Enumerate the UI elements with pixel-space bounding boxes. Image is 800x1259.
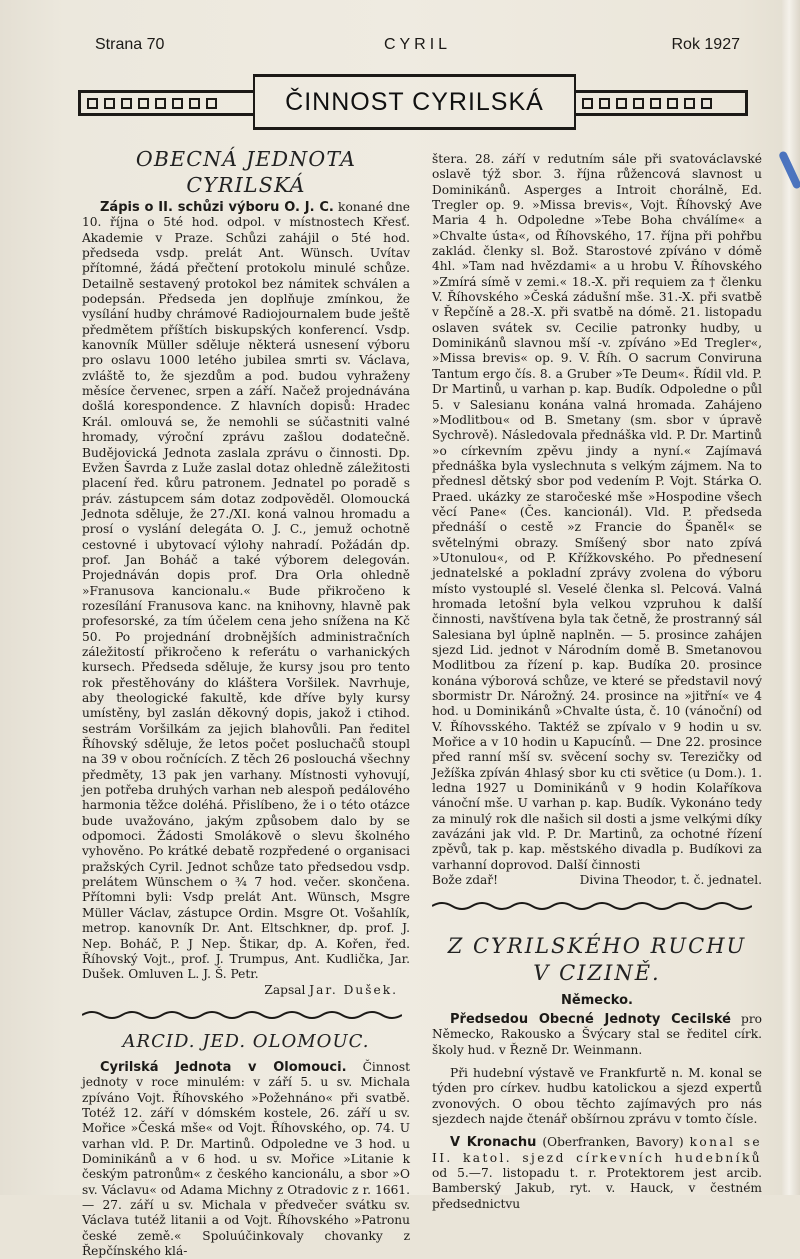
subsection-germany: Německo. bbox=[561, 992, 633, 1008]
article-lead: Předsedou Obecné Jednoty Cecilské bbox=[450, 1011, 731, 1027]
article-body: konané dne 10. října o 5té hod. odpol. v místnostech Křesť. Akademie v Praze. Schůzi zahájil o 5té hod. předseda vsdp. prelát Ant. Wünsch. Uvítav přítomné, žádá přečtení protokolu minulé schůze. Detailně sestavený protokol bez námitek schválen a podepsán. Předseda jen doplňuje zmínkou, že vysílání hudby chrámové Radiojournalem bude ještě předmětem příštích biskupských konferencí. Vsdp. kanovník Müller sděluje některá usnesení výboru pro oslavu 1000 letého jubilea smrti sv. Václava, zvláště to, že sjezdům a pod. budou vyhraženy měsíce červenec, srpen a září. Načež projednávána došlá korespondence. Z hlavních dopisů: Hradec Král. omlouvá se, že nemohli se súčastniti valné hromady, výroční zprávu zašlou dodatečně. Budějovická Jednota zaslala zprávu o činnosti. Dp. Evžen Šavrda z Luže zaslal dotaz ohledně záležitosti placení řed. kůru patronem. Jednatel po poradě s práv. zástupcem sám dotaz zodpověděl. Olomoucká Jednota sděluje, že 27./XI. koná valnou hromadu a prosí o vyslání delegáta O. J. C., jemuž ochotně cestovné i ubytovací výlohy nahradí. Požádán dp. prof. Jan Boháč a také výborem delegován. Projednáván dopis prof. Dra Orla ohledně »Franusova kancionalu.« Bude přikročeno k rozesílání Franusova kanc. na knihovny, hlavně pak profesorské, za tím účelem cena jeho snížena na Kč 50. Po projednání drobnějších administračních záležitostí přikročeno k referátu o varhanických kursech. Předseda sděluje, že kursy jsou pro tento rok přestěhovány do kláštera Voršilek. Navrhuje, aby theologické fakultě, kde dříve byly kursy umístěny, byl zaslán děkovný dopis, jakož i ctihod. sestrám Voršilkám za jejich blahovůli. Pan ředitel Říhovský sděluje, že letos počet posluchačů stoupl na 39 v obou ročnících. Z těch 26 poslouchá všechny předměty, 13 pak jen varhany. Místnosti vyhovují, jen potřeba druhých varhan neb alespoň pedálového harmonia těžce doléhá. Přislíbeno, že i o této otázce bude uvažováno, jakým způsobem dalo by se odpomoci. Žádosti Smolákově o slevu školného vyhověno. Po krátké debatě rozpředené o organisaci pražských Cyril. Jednot schůze tato předsedou vsdp. prelátem Wünschem o ¾ 7 hod. večer. skončena. Přítomni byli: Vsdp prelát Ant. Wünsch, Msgre Müller Václav, zástupce Ordin. Msgre Ot. Vošahlík, metrop. kanovník Dr. Ant. Eltschkner, dp. prof. J. Nep. Boháč, P. J Nep. Štikar, dp. A. Kořen, řed. Říhovský Vojt., prof. J. Trumpus, Ant. Kudlička, Jar. Dušek. Omluven L. J. Š. Petr. bbox=[82, 200, 411, 982]
wave-divider bbox=[432, 899, 762, 913]
ornament-square bbox=[701, 98, 712, 109]
signoff bbox=[432, 873, 762, 888]
ornament-square bbox=[121, 98, 132, 109]
section-title-obecna-jednota: OBECNÁ JEDNOTA CYRILSKÁ bbox=[135, 147, 357, 197]
ornament-square bbox=[667, 98, 678, 109]
banner-box bbox=[253, 74, 576, 130]
wave-divider bbox=[82, 1008, 410, 1022]
article-body: Činnost jednoty v roce minulém: v září 5. u sv. Michala zpíváno Vojt. Říhovského »Požehnáno« při svatbě. Totéž 12. září v dómském kostele, 26. září u sv. Mořice »Česká mše« od Vojt. Říhovského, op. 74. U varhan vld. P. Dr. Martinů. Odpoledne ve 3 hod. u Dominikánů a v 6 hod. u sv. Mořice »Litanie k českým patronům« z českého kancionálu, a sbor »O sv. Václavu« od Adama Michny z Otradovic z r. 1661. — 27. září u sv. Michala v předvečer svátku sv. Václava tutéž litanii a od Vojt. Říhovského »Patronu české země.« Spoluúčinkovaly chovanky z Řepčínského klá- bbox=[82, 1059, 410, 1258]
signature-name: Jar. Dušek. bbox=[309, 982, 398, 997]
year: Rok 1927 bbox=[671, 36, 740, 53]
running-head bbox=[95, 36, 740, 58]
ornament-square bbox=[633, 98, 644, 109]
ornament-square bbox=[155, 98, 166, 109]
article-continuation: štera. 28. září v redutním sále při svatováclavské oslavě týž sbor. 3. října růžencová slavnost u Dominikánů. Asperges a Introit chorálně, Ed. Tregler op. 9. »Missa brevis«, Vojt. Říhovský Ave Maria 4 h. Odpoledne »Tebe Boha chválíme« a »Chvalte ústa«, od Říhovského, 17. října při pohřbu zaklád. členky sl. Bož. Starostové zpíváno v dómě 4hl. »Tam nad hvězdami« a u hrobu V. Říhovského »Zmírá símě v zemi.« 18.-X. při requiem za † členku V. Říhovského »Česká zádušní mše. 31.-X. při svatbě v Řepčíně a 28.-X. při svatbě na dómě. 21. listopadu oslaven svátek sv. Cecilie patronky hudby, u Dominikánů slavnou mší -v. zpíváno »Ed Tregler«, »Missa brevis« op. 9. V. Říh. O sacrum Conviruna Tantum ergo čís. 8. a Gruber »Te Deum«. Řídil vld. P. Dr Martinů, u varhan p. kap. Budík. Odpoledne o půl 5. v Salesianu konána valná hromada. Zahájeno »Modlitbou« od B. Smetany (sm. sbor v úpravě Sychrově). Následovala přednáška vld. P. Dr. Martinů »o církevním zpěvu jindy a nyní.« Zajímavá přednáška byla vyslechnuta s velkým zájmem. Na to přednesl dětský sbor pod vedením P. Vojt. Stárka O. Praed. ukázky ze staročeské mše »Hospodine všech věcí Pane« (Čes. kancionál). Vld. P. předseda přednáší o cestě »z Francie do Španěl« se světelnými obrazy. Smíšený sbor nato zpívá »Utonulou«, od P. Křížkovského. Po přednesení jednatelské a pokladní zprávy zvolena do výboru místo vystouplé sl. Veselé členka sl. Pelcová. Valná hromada letošní byla velkou vzpruhou k další činnosti, navštívena byla tak četně, že prostranný sál Salesiana byl úplně naplněn. — 5. prosince zahájen sjezd Lid. jednot v Národním domě B. Smetanovou Modlitbou za řízení p. kap. Budíka 20. prosince konána výborová schůze, ve které se představil nový sbormistr Dr. Nárožný. 24. prosince na »jitřní« ve 4 hod. u Dominikánů »Chvalte ústa, č. 10 (vánoční) od V. Říhovsského. Taktéž se zpívalo v 9 hodin u sv. Mořice a v 10 hodin u Kapucínů. — Dne 22. prosince před ranní mší sv. svěcení sochy sv. Terezičky od Ježíška zpíván 4hlasý sbor ku cti světice (u Dom.). 1. ledna 1927 u Dominikánů v 9 hodin Kolaříkova vánoční mše. U varhan p. kap. Budík. Vykonáno tedy za minulý rok dle našich sil dosti a jsme velkými díky zavázáni jak vld. P. Dr. Martinů, za ochotné řízení zpěvů, tak p. kap. městského divadla p. Budíkovi za varhanní doprovod. Další činnosti bbox=[432, 152, 762, 872]
article-lead: V Kronachu bbox=[450, 1135, 537, 1151]
ornament-square bbox=[206, 98, 217, 109]
ornament-square bbox=[616, 98, 627, 109]
article-body: pro Německo, Rakousko a Švýcary stal se ředitel círk. školy hud. v Řezně Dr. Weinmann. bbox=[432, 1011, 762, 1057]
spacer bbox=[432, 1058, 762, 1066]
article-paragraph bbox=[82, 1060, 410, 1259]
article-parenthetical: (Oberfranken, Bavory) bbox=[536, 1135, 690, 1150]
ornament-square bbox=[684, 98, 695, 109]
signature-prefix: Zapsal bbox=[264, 982, 306, 997]
article-paragraph bbox=[432, 1135, 762, 1212]
article-lead: Zápis o II. schůzi výboru O. J. C. bbox=[100, 200, 334, 215]
page-number: Strana 70 bbox=[95, 36, 165, 53]
ornament-square bbox=[582, 98, 593, 109]
section-title-line1: Z CYRILSKÉHO RUCHU bbox=[447, 933, 747, 958]
signature bbox=[82, 983, 410, 998]
left-column bbox=[82, 146, 410, 1259]
spacer bbox=[432, 1127, 762, 1135]
ornament-square bbox=[104, 98, 115, 109]
right-column bbox=[432, 152, 762, 1212]
article-paragraph bbox=[432, 1012, 762, 1058]
article-paragraph: Při hudební výstavě ve Frankfurtě n. M. konal se týden pro církev. hudbu katolickou a sjezd expertů zvonových. O obou těchto zajímavých pro nás sjezdech najde čtenář obšírnou zprávu v tomto čísle. bbox=[432, 1065, 762, 1126]
article-spaced-text: konal se II. katol. sjezd církevních hudebníků bbox=[432, 1135, 762, 1165]
closing-blessing: Bože zdař! bbox=[432, 873, 499, 888]
section-title-line2: V CIZINĚ. bbox=[533, 960, 661, 985]
wave-line bbox=[82, 1012, 402, 1018]
ornament-square bbox=[189, 98, 200, 109]
section-title-cizina bbox=[432, 933, 762, 987]
article-lead: Cyrilská Jednota v Olomouci. bbox=[100, 1059, 347, 1075]
closing-author: Divina Theodor, t. č. jednatel. bbox=[579, 873, 762, 888]
section-banner bbox=[78, 74, 748, 132]
banner-title: ČINNOST CYRILSKÁ bbox=[285, 88, 544, 116]
wave-line bbox=[432, 903, 752, 909]
ornament-square bbox=[650, 98, 661, 109]
banner-ornament-right bbox=[576, 90, 748, 116]
journal-title: CYRIL bbox=[383, 36, 452, 53]
ornament-square bbox=[172, 98, 183, 109]
article-body: od 5.—7. listopadu t. r. Protektorem jest arcib. Bamberský Jakub, ryt. v. Hauck, v čestném předsednictvu bbox=[432, 1165, 762, 1211]
ornament-square bbox=[599, 98, 610, 109]
section-title-arcid-olomouc: ARCID. JED. OLOMOUC. bbox=[122, 1030, 370, 1052]
ornament-square bbox=[87, 98, 98, 109]
article-paragraph bbox=[82, 200, 410, 983]
ornament-square bbox=[138, 98, 149, 109]
wave-divider-svg bbox=[82, 1008, 402, 1022]
banner-ornament-left bbox=[78, 90, 253, 116]
wave-divider-svg bbox=[432, 899, 752, 913]
